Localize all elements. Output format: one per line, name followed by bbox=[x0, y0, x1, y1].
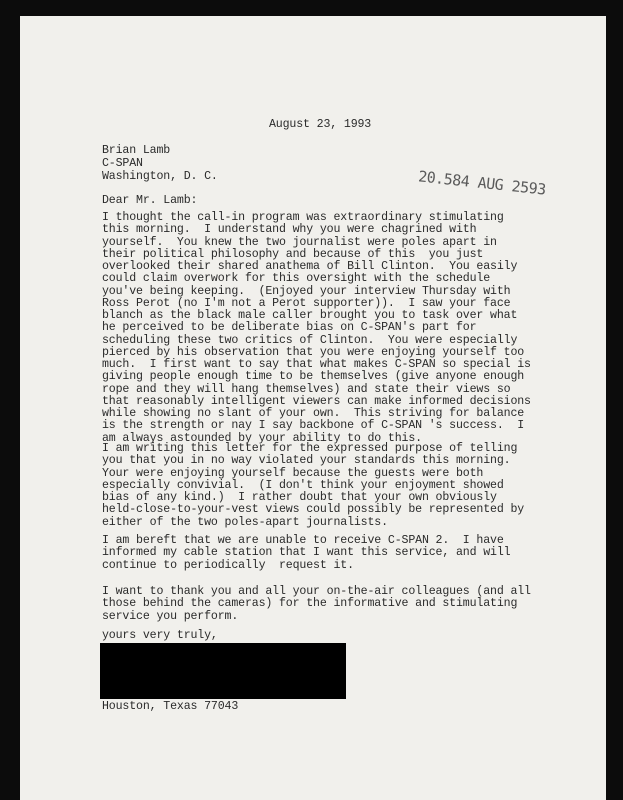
text-line: continue to periodically request it. bbox=[102, 558, 354, 572]
text-line: while showing no slant of your own. This striving for balance bbox=[102, 407, 525, 420]
received-stamp: 20.584 AUG 2593 bbox=[417, 167, 547, 199]
salutation: Dear Mr. Lamb: bbox=[102, 194, 198, 207]
paragraph-2 bbox=[102, 443, 542, 529]
text-line: blanch as the black male caller brought you to task over what bbox=[102, 309, 518, 322]
text-line: especially convivial. (I don't think your enjoyment showed bbox=[102, 478, 504, 492]
text-line: Ross Perot (no I'm not a Perot supporter)). I saw your face bbox=[102, 296, 511, 310]
text-line: those behind the cameras) for the informative and stimulating bbox=[102, 597, 518, 611]
text-line: yourself. You knew the two journalist were poles apart in bbox=[102, 235, 497, 249]
text-line: much. I first want to say that what makes C-SPAN so special is bbox=[102, 358, 531, 371]
text-line: he perceived to be deliberate bias on C-SPAN's part for bbox=[102, 321, 477, 335]
text-line: scheduling these two critics of Clinton. You were especially bbox=[102, 333, 518, 347]
text-line: is the strength or nay I say backbone of C-SPAN 's success. I bbox=[102, 419, 525, 433]
recipient-org: C-SPAN bbox=[102, 157, 143, 170]
recipient-city: Washington, D. C. bbox=[102, 170, 218, 183]
paragraph-1 bbox=[102, 212, 542, 445]
paragraph-3 bbox=[102, 535, 542, 572]
text-line: I am writing this letter for the expressed purpose of telling bbox=[102, 442, 518, 455]
text-line: held-close-to-your-vest views could possibly be represented by bbox=[102, 503, 525, 517]
letter-date: August 23, 1993 bbox=[269, 118, 372, 131]
text-line: either of the two poles-apart journalists. bbox=[102, 515, 388, 529]
closing: yours very truly, bbox=[102, 629, 218, 642]
text-line: informed my cable station that I want this service, and will bbox=[102, 546, 511, 560]
text-line: you've being keeping. (Enjoyed your interview Thursday with bbox=[102, 284, 511, 298]
text-line: Your were enjoying yourself because the guests were both bbox=[102, 466, 484, 480]
text-line: this morning. I understand why you were chagrined with bbox=[102, 223, 477, 237]
text-line: could claim overwork for this oversight with the schedule bbox=[102, 272, 491, 286]
text-line: that reasonably intelligent viewers can make informed decisions bbox=[102, 394, 531, 408]
redacted-signature bbox=[100, 643, 346, 699]
text-line: you that you in no way violated your standards this morning. bbox=[102, 454, 511, 468]
text-line: giving people enough time to be themselves (give anyone enough bbox=[102, 370, 525, 384]
recipient-name: Brian Lamb bbox=[102, 144, 171, 157]
text-line: I thought the call-in program was extraordinary stimulating bbox=[102, 211, 504, 224]
text-line: pierced by his observation that you were enjoying yourself too bbox=[102, 345, 525, 359]
text-line: bias of any kind.) I rather doubt that your own obviously bbox=[102, 491, 497, 504]
text-line: rope and they will hang themselves) and state their views so bbox=[102, 382, 511, 396]
text-line: their political philosophy and because of this you just bbox=[102, 247, 484, 261]
text-line: am always astounded by your ability to do this. bbox=[102, 431, 422, 445]
letter-page bbox=[20, 16, 606, 800]
text-line: overlooked their shared anathema of Bill Clinton. You easily bbox=[102, 260, 518, 273]
signature-location: Houston, Texas 77043 bbox=[102, 700, 239, 713]
text-line: I want to thank you and all your on-the-air colleagues (and all bbox=[102, 585, 531, 598]
text-line: I am bereft that we are unable to receive C-SPAN 2. I have bbox=[102, 534, 504, 547]
text-line: service you perform. bbox=[102, 609, 239, 623]
paragraph-4 bbox=[102, 586, 542, 623]
